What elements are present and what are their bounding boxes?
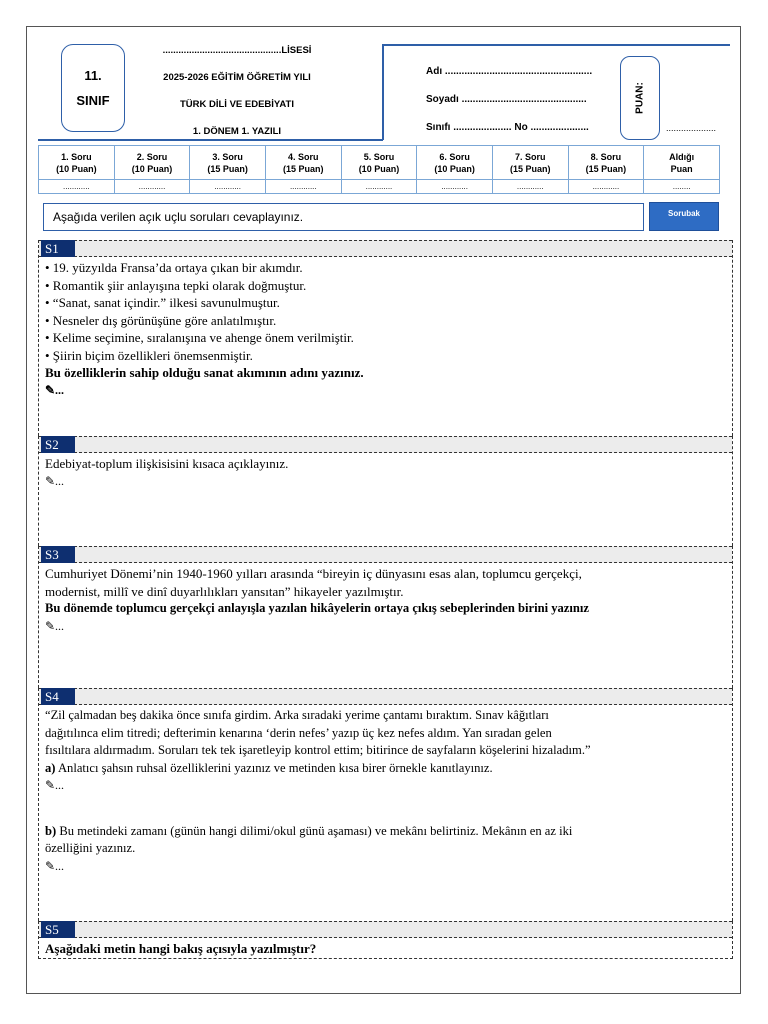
surname-field[interactable]: Soyadı ............................................. (426, 94, 587, 105)
header-divider-bottom (38, 139, 383, 141)
info-line: • “Sanat, sanat içindir.” ilkesi savunulmuştur. (45, 295, 280, 310)
text-line: dağıtılınca elim titredi; defterimin kenarına ‘derin nefes’ yazıp üç kez nefes aldım. Yan sıradan gelen (45, 725, 552, 740)
score-col-8: 8. Soru (15 Puan) (568, 146, 644, 180)
question-text: Edebiyat-toplum ilişkisisini kısaca açıklayınız. (45, 456, 289, 471)
school-info (132, 44, 342, 152)
text-line: özelliğini yazınız. (45, 841, 136, 855)
score-col-1: 1. Soru (10 Puan) (39, 146, 115, 180)
question-label: S2 (41, 436, 75, 453)
answer-area-a[interactable]: ✎... (45, 778, 65, 792)
question-s1 (38, 240, 733, 436)
sorubak-button[interactable]: Sorubak (649, 202, 719, 231)
question-header (39, 436, 732, 453)
score-blank-total[interactable]: ........ (644, 180, 720, 194)
question-header (39, 921, 732, 938)
instruction-box: Aşağıda verilen açık uçlu soruları cevaplayınız. (43, 203, 644, 231)
course-name: TÜRK DİLİ VE EDEBİYATI (179, 99, 294, 110)
answer-area[interactable]: ✎... (45, 473, 65, 488)
question-s4 (38, 688, 733, 921)
info-line: • Kelime seçimine, sıralanışına ve ahenge önem verilmiştir. (45, 330, 354, 345)
score-col-7: 7. Soru (15 Puan) (492, 146, 568, 180)
score-blank-2[interactable]: ............ (114, 180, 190, 194)
score-blank-7[interactable]: ............ (492, 180, 568, 194)
class-number: 11. (84, 68, 102, 83)
score-blank-5[interactable]: ............ (341, 180, 417, 194)
question-header (39, 240, 732, 257)
question-body (45, 455, 726, 490)
score-blank-3[interactable]: ............ (190, 180, 266, 194)
question-text: Bu dönemde toplumcu gerçekçi anlayışla yazılan hikâyelerin ortaya çıkış sebeplerinden birini yazınız (45, 601, 589, 615)
info-line: • 19. yüzyılda Fransa’da ortaya çıkan bir akımdır. (45, 260, 303, 275)
question-label: S5 (41, 921, 75, 938)
score-table (38, 145, 720, 194)
info-line: • Nesneler dış görünüşüne göre anlatılmıştır. (45, 312, 277, 328)
class-no-field[interactable]: Sınıfı ..................... No ..................... (426, 122, 589, 133)
question-text: Bu özelliklerin sahip olduğu sanat akımının adını yazınız. (45, 365, 364, 380)
name-field[interactable]: Adı ..................................................... (426, 66, 593, 77)
score-col-5: 5. Soru (10 Puan) (341, 146, 417, 180)
question-header (39, 688, 732, 705)
score-blank-1[interactable]: ............ (39, 180, 115, 194)
score-blank[interactable]: .................... (666, 123, 717, 133)
score-table-header-row (39, 146, 720, 180)
academic-year: 2025-2026 EĞİTİM ÖĞRETİM YILI (163, 72, 311, 83)
class-box (61, 44, 125, 132)
header-divider-top (382, 44, 730, 46)
question-label: S4 (41, 688, 75, 705)
score-box (620, 56, 660, 140)
score-col-4: 4. Soru (15 Puan) (265, 146, 341, 180)
score-label: PUAN: (634, 82, 646, 114)
text-line: Cumhuriyet Dönemi’nin 1940-1960 yılları arasında “bireyin iç dünyasını esas alan, toplumcu gerçekçi, (45, 566, 582, 581)
question-body (45, 259, 726, 399)
score-col-2: 2. Soru (10 Puan) (114, 146, 190, 180)
score-blank-6[interactable]: ............ (417, 180, 493, 194)
question-body (45, 565, 726, 635)
answer-area[interactable]: ✎... (45, 382, 65, 397)
score-table-blank-row (39, 180, 720, 194)
question-s3 (38, 546, 733, 688)
header-divider-vertical (382, 44, 384, 140)
question-label: S1 (41, 240, 75, 257)
question-text: Aşağıdaki metin hangi bakış açısıyla yazılmıştır? (45, 941, 317, 956)
text-line: “Zil çalmadan beş dakika önce sınıfa girdim. Arka sıradaki yerime çantamı bıraktım. Sınav kâğıtları (45, 708, 549, 722)
info-line: • Şiirin biçim özellikleri önemsenmiştir. (45, 347, 253, 363)
question-s2 (38, 436, 733, 546)
question-s5 (38, 921, 733, 959)
score-blank-4[interactable]: ............ (265, 180, 341, 194)
info-line: • Romantik şiir anlayışına tepki olarak doğmuştur. (45, 277, 307, 293)
score-blank-8[interactable]: ............ (568, 180, 644, 194)
score-col-6: 6. Soru (10 Puan) (417, 146, 493, 180)
class-label: SINIF (76, 93, 110, 108)
sub-question-b: b) Bu metindeki zamanı (günün hangi dilimi/okul günü aşaması) ve mekânı belirtiniz. Mekânın en az iki (45, 823, 573, 838)
score-col-3: 3. Soru (15 Puan) (190, 146, 266, 180)
question-label: S3 (41, 546, 75, 563)
exam-name: 1. DÖNEM 1. YAZILI (192, 126, 282, 137)
answer-area-b[interactable]: ✎... (45, 858, 65, 873)
question-body (45, 707, 726, 875)
school-name: .............................................LİSESİ (162, 45, 312, 56)
answer-area[interactable]: ✎... (45, 618, 65, 633)
sub-question-a: a) Anlatıcı şahsın ruhsal özelliklerini yazınız ve metinden kısa birer örnekle kanıtlayınız. (45, 760, 493, 775)
question-body (45, 940, 726, 958)
question-header (39, 546, 732, 563)
text-line: modernist, millî ve dinî duyarlılıkları yansıtan” hikayeler yazılmıştır. (45, 583, 404, 599)
score-col-total: Aldığı Puan (644, 146, 720, 180)
text-line: fısıltılara aldırmadım. Soruları tek tek işaretleyip kontrol ettim; bitirince de sayfaların köşelerini hizaladım.” (45, 743, 591, 757)
